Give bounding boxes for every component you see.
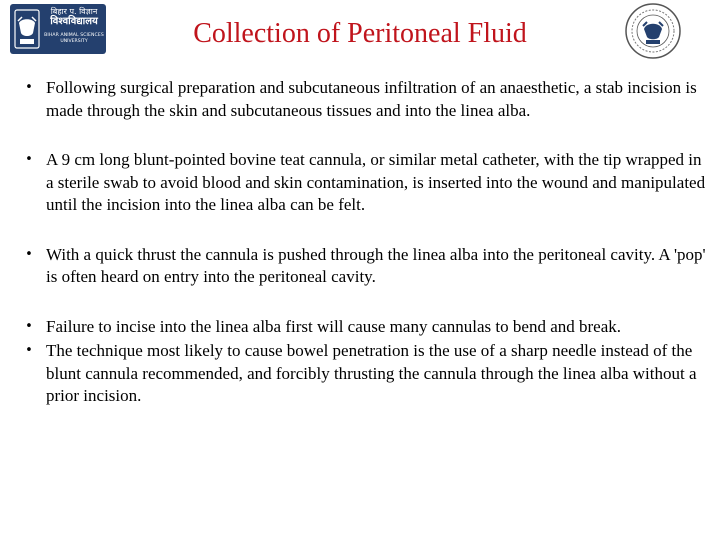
bullet-icon: • xyxy=(25,152,33,167)
bullet-item xyxy=(22,149,712,217)
bullet-icon: • xyxy=(25,343,33,358)
logo-english-line2: UNIVERSITY xyxy=(60,38,88,44)
bullet-text: With a quick thrust the cannula is pushed through the linea alba into the peritoneal cavity. A 'pop' is often heard on entry into the peritoneal cavity. xyxy=(46,244,706,286)
university-seal-icon xyxy=(624,2,682,60)
bullet-text: The technique most likely to cause bowel penetration is the use of a sharp needle instead of the blunt cannula recommended, and forcibly thrusting the cannula through the linea alba without a prior incision. xyxy=(46,341,697,405)
slide-title: Collection of Peritoneal Fluid xyxy=(193,18,527,49)
bullet-text: Following surgical preparation and subcutaneous infiltration of an anaesthetic, a stab incision is made through the skin and subcutaneous tissues and into the linea alba. xyxy=(46,78,697,120)
bullet-icon: • xyxy=(25,246,33,262)
bullet-item xyxy=(22,340,712,408)
logo-hindi-line1: बिहार प. विज्ञान xyxy=(50,7,98,16)
bullet-text: A 9 cm long blunt-pointed bovine teat cannula, or similar metal catheter, with the tip wrapped in a sterile swab to avoid blood and skin contamination, is inserted into the wound and manipulated until the incision into the linea alba can be felt. xyxy=(46,150,706,214)
bull-crest-icon xyxy=(14,9,40,49)
bullet-icon: • xyxy=(25,80,33,95)
bullet-text: Failure to incise into the linea alba first will cause many cannulas to bend and break. xyxy=(46,316,621,336)
bullet-item xyxy=(22,244,712,289)
bullet-list xyxy=(22,77,712,408)
logo-hindi-line2: विश्वविद्यालय xyxy=(50,16,98,28)
bullet-item xyxy=(22,316,712,339)
logo-english-line1: BIHAR ANIMAL SCIENCES xyxy=(44,32,104,38)
bullet-icon: • xyxy=(25,318,33,334)
bullet-item xyxy=(22,77,712,122)
university-logo xyxy=(10,4,106,54)
